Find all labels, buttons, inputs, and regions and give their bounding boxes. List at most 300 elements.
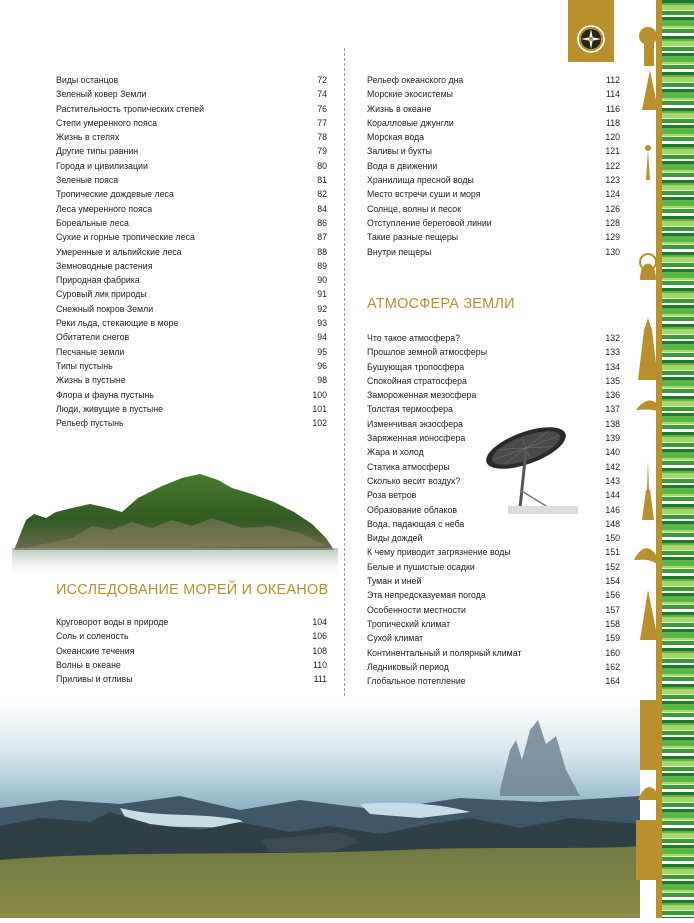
stripe xyxy=(662,221,694,226)
toc-entry-page: 152 xyxy=(605,561,620,572)
toc-entry-title: Что такое атмосфера? xyxy=(367,333,461,343)
stripe xyxy=(662,504,694,507)
stripe xyxy=(662,740,694,746)
stripe xyxy=(662,134,694,136)
toc-entry-title: Виды дождей xyxy=(367,533,423,544)
stripe xyxy=(662,465,694,468)
stripe xyxy=(662,89,694,92)
toc-entry-page: 87 xyxy=(317,232,327,243)
stripe xyxy=(662,730,694,731)
toc-entry-title: Заряженная ионосфера xyxy=(367,433,466,444)
toc-entry-page: 74 xyxy=(317,89,327,100)
stripe xyxy=(662,622,694,623)
toc-entry-page: 93 xyxy=(317,318,327,329)
toc-entry-title: Круговорот воды в природе xyxy=(56,617,169,627)
stripe xyxy=(662,712,694,713)
stripe xyxy=(662,183,694,185)
stripe xyxy=(662,915,694,917)
toc-entry-page: 110 xyxy=(312,659,327,670)
stripe xyxy=(662,316,694,317)
stripe xyxy=(662,905,694,910)
stripe xyxy=(662,252,694,255)
stripe xyxy=(662,195,694,197)
stripe xyxy=(662,26,694,28)
stripe xyxy=(662,226,694,227)
toc-entry-title: Приливы и отливы xyxy=(56,674,133,685)
stripe xyxy=(662,803,694,807)
stripe xyxy=(662,389,694,393)
stripe xyxy=(662,393,694,396)
stripe xyxy=(662,278,694,280)
stripe xyxy=(662,483,694,485)
section-title-atmosphere: АТМОСФЕРА ЗЕМЛИ xyxy=(367,296,515,312)
stripe xyxy=(662,839,694,843)
stripe xyxy=(662,39,694,41)
stripe xyxy=(662,298,694,299)
toc-entry-page: 144 xyxy=(605,490,620,501)
stripe xyxy=(662,710,694,712)
toc-entry-page: 86 xyxy=(317,217,327,228)
stripe xyxy=(662,28,694,29)
stripe xyxy=(662,756,694,759)
toc-entry xyxy=(56,102,327,116)
stripe xyxy=(662,638,694,640)
toc-entry-title: Тропический климат xyxy=(367,618,451,629)
toc-entry-page: 114 xyxy=(605,89,620,100)
stripe xyxy=(662,792,694,795)
stripe xyxy=(662,62,694,64)
toc-entry-page: 129 xyxy=(605,232,620,243)
stripe xyxy=(662,15,694,17)
island-image xyxy=(12,468,338,578)
stripe xyxy=(662,802,694,803)
stripe xyxy=(662,890,694,892)
section-title-oceans: ИССЛЕДОВАНИЕ МОРЕЙ И ОКЕАНОВ xyxy=(56,582,329,598)
stripe xyxy=(662,623,694,627)
toc-entry xyxy=(367,588,620,602)
stripe xyxy=(662,100,694,101)
stripe xyxy=(662,82,694,83)
toc-entry-title: Бушующая тропосфера xyxy=(367,361,465,372)
toc-entry-title: Отступление береговой линии xyxy=(367,217,492,228)
toc-entry-page: 82 xyxy=(317,189,327,200)
stripe xyxy=(662,51,694,53)
toc-entry-title: Солнце, волны и песок xyxy=(367,203,462,214)
toc-entry xyxy=(56,144,327,158)
toc-entry-page: 135 xyxy=(605,375,620,386)
stripe xyxy=(662,20,694,26)
stripe xyxy=(662,496,694,497)
toc-entry xyxy=(367,202,620,216)
stripe xyxy=(662,761,694,766)
stripe xyxy=(662,874,694,875)
stripe xyxy=(662,190,694,191)
stripe xyxy=(662,749,694,753)
toc-entry-title: Природная фабрика xyxy=(56,275,140,286)
toc-entry-title: Города и цивилизации xyxy=(56,160,148,171)
decorative-green-stripes xyxy=(662,0,694,918)
toc-entry xyxy=(56,388,327,402)
stripe xyxy=(662,687,694,689)
toc-entry xyxy=(56,259,327,273)
toc-entry-title: Умеренные и альпийские леса xyxy=(56,246,182,257)
stripe xyxy=(662,413,694,416)
toc-entry-page: 76 xyxy=(317,103,327,114)
stripe xyxy=(662,629,694,632)
stripe xyxy=(662,173,694,177)
stripe xyxy=(662,532,694,533)
stripe xyxy=(662,581,694,586)
toc-entry-title: Тропические дождевые леса xyxy=(56,189,174,200)
toc-entry-page: 132 xyxy=(605,333,620,343)
stripe xyxy=(662,350,694,352)
toc-entry xyxy=(56,73,327,87)
toc-entry-title: Флора и фауна пустынь xyxy=(56,389,154,400)
toc-entry xyxy=(367,187,620,201)
stripe xyxy=(662,200,694,206)
stripe xyxy=(662,377,694,380)
stripe xyxy=(662,795,694,797)
stripe xyxy=(662,485,694,488)
toc-list-left xyxy=(56,73,327,430)
stripe xyxy=(662,856,694,857)
stripe xyxy=(662,335,694,339)
stripe xyxy=(662,773,694,776)
stripe xyxy=(662,396,694,399)
stripe xyxy=(662,92,694,98)
stripe xyxy=(662,329,694,334)
toc-entry-title: Реки льда, стекающие в море xyxy=(56,318,179,329)
ruins-landscape-image xyxy=(0,700,640,918)
toc-entry xyxy=(56,615,327,629)
toc-entry xyxy=(367,331,620,345)
stripe xyxy=(662,363,694,365)
toc-entry-title: Волны в океане xyxy=(56,659,121,670)
toc-entry-page: 88 xyxy=(317,246,327,257)
toc-entry-title: Толстая термосфера xyxy=(367,404,453,415)
stripe xyxy=(662,380,694,386)
stripe xyxy=(662,555,694,557)
stripe xyxy=(662,717,694,720)
stripe xyxy=(662,864,694,867)
toc-entry xyxy=(56,302,327,316)
stripe xyxy=(662,497,694,501)
stripe xyxy=(662,305,694,308)
toc-entry-page: 151 xyxy=(605,547,620,558)
stripe xyxy=(662,242,694,244)
stripe xyxy=(662,658,694,659)
toc-entry-page: 84 xyxy=(317,203,327,214)
stripe xyxy=(662,543,694,545)
toc-entry-page: 95 xyxy=(317,346,327,357)
toc-entry-title: Континентальный и полярный климат xyxy=(367,647,522,658)
stripe xyxy=(662,437,694,442)
toc-entry xyxy=(56,187,327,201)
stripe xyxy=(662,208,694,209)
stripe xyxy=(662,699,694,701)
stripe xyxy=(662,399,694,401)
toc-entry-page: 140 xyxy=(605,447,620,458)
stripe xyxy=(662,884,694,890)
stripe xyxy=(662,339,694,341)
stripe xyxy=(662,460,694,461)
stripe xyxy=(662,854,694,856)
toc-entry xyxy=(56,216,327,230)
toc-entry-page: 118 xyxy=(605,117,620,128)
stripe xyxy=(662,317,694,321)
stripe xyxy=(662,821,694,825)
stripe xyxy=(662,471,694,473)
toc-entry xyxy=(367,388,620,402)
stripe xyxy=(662,64,694,65)
column-divider xyxy=(344,48,345,696)
stripe xyxy=(662,521,694,524)
stripe xyxy=(662,149,694,154)
stripe xyxy=(662,98,694,100)
toc-entry-page: 72 xyxy=(317,75,327,85)
stripe xyxy=(662,401,694,406)
stripe xyxy=(662,5,694,10)
toc-entry xyxy=(367,173,620,187)
stripe xyxy=(662,576,694,579)
stripe xyxy=(662,911,694,915)
toc-entry-page: 108 xyxy=(312,645,327,656)
stripe xyxy=(662,458,694,460)
toc-list-oceans xyxy=(56,615,327,686)
toc-entry-page: 78 xyxy=(317,132,327,143)
stripe xyxy=(662,180,694,183)
stripe xyxy=(662,676,694,677)
stripe xyxy=(662,867,694,869)
stripe xyxy=(662,540,694,543)
stripe xyxy=(662,375,694,377)
stripe xyxy=(662,429,694,432)
toc-entry xyxy=(367,560,620,574)
toc-entry-page: 90 xyxy=(317,275,327,286)
toc-entry-title: Растительность тропических степей xyxy=(56,103,205,114)
stripe xyxy=(662,557,694,560)
stripe xyxy=(662,789,694,792)
stripe xyxy=(662,784,694,785)
toc-entry-page: 77 xyxy=(317,117,327,128)
stripe xyxy=(662,569,694,573)
stripe xyxy=(662,424,694,425)
toc-entry-title: Обитатели снегов xyxy=(56,332,130,343)
stripe xyxy=(662,632,694,638)
toc-entry-page: 162 xyxy=(605,661,620,672)
stripe xyxy=(662,501,694,504)
stripe xyxy=(662,537,694,540)
stripe xyxy=(662,684,694,687)
stripe xyxy=(662,119,694,123)
stripe xyxy=(662,65,694,69)
stripe xyxy=(662,785,694,789)
toc-entry xyxy=(367,144,620,158)
stripe xyxy=(662,910,694,911)
stripe xyxy=(662,845,694,848)
toc-entry xyxy=(367,216,620,230)
stripe xyxy=(662,352,694,353)
toc-entry-title: Прошлое земной атмосферы xyxy=(367,347,488,358)
toc-entry-page: 134 xyxy=(605,361,620,372)
toc-entry xyxy=(56,373,327,387)
stripe xyxy=(662,257,694,262)
stripe xyxy=(662,303,694,305)
stripe xyxy=(662,105,694,108)
stripe xyxy=(662,170,694,172)
toc-entry-title: Глобальное потепление xyxy=(367,676,466,687)
toc-entry-title: Образование облаков xyxy=(367,504,458,515)
stripe xyxy=(662,0,694,3)
stripe xyxy=(662,593,694,596)
stripe xyxy=(662,566,694,568)
stripe xyxy=(662,533,694,537)
toc-entry-page: 133 xyxy=(605,347,620,358)
stripe xyxy=(662,406,694,407)
toc-entry-title: Рельеф океанского дна xyxy=(367,75,464,85)
stripe xyxy=(662,245,694,249)
stripe xyxy=(662,185,694,190)
toc-entry-title: Внутри пещеры xyxy=(367,246,432,257)
toc-entry-title: Жара и холод xyxy=(367,447,424,458)
stripe xyxy=(662,605,694,609)
toc-entry-page: 137 xyxy=(605,404,620,415)
stripe xyxy=(662,46,694,47)
stripe xyxy=(662,689,694,694)
toc-entry xyxy=(367,73,620,87)
stripe xyxy=(662,748,694,749)
stripe xyxy=(662,442,694,443)
stripe xyxy=(662,77,694,82)
toc-entry-title: Туман и иней xyxy=(367,576,422,587)
stripe xyxy=(662,125,694,128)
toc-entry-page: 126 xyxy=(605,203,620,214)
stripe xyxy=(662,659,694,663)
stripe xyxy=(662,449,694,452)
stripe xyxy=(662,353,694,357)
stripe xyxy=(662,797,694,802)
stripe xyxy=(662,233,694,236)
toc-entry xyxy=(367,374,620,388)
stripe xyxy=(662,753,694,756)
stripe xyxy=(662,479,694,483)
stripe xyxy=(662,651,694,653)
toc-entry xyxy=(56,672,327,686)
stripe xyxy=(662,432,694,435)
toc-entry xyxy=(56,316,327,330)
stripe xyxy=(662,723,694,725)
toc-entry xyxy=(367,631,620,645)
toc-entry-page: 156 xyxy=(605,590,620,601)
stripe xyxy=(662,875,694,879)
stripe xyxy=(662,147,694,149)
stripe xyxy=(662,56,694,62)
stripe xyxy=(662,524,694,530)
toc-entry-page: 157 xyxy=(605,604,620,615)
stripe xyxy=(662,731,694,735)
stripe xyxy=(662,69,694,72)
toc-entry xyxy=(367,102,620,116)
toc-entry-page: 148 xyxy=(605,518,620,529)
toc-entry-page: 102 xyxy=(312,418,327,429)
stripe xyxy=(662,113,694,118)
stripe xyxy=(662,299,694,303)
stripe xyxy=(662,550,694,551)
stripe xyxy=(662,231,694,233)
stripe xyxy=(662,236,694,242)
stripe xyxy=(662,627,694,629)
toc-entry-page: 136 xyxy=(605,390,620,401)
stripe xyxy=(662,869,694,874)
stripe xyxy=(662,838,694,839)
toc-entry-title: Белые и пушистые осадки xyxy=(367,561,475,572)
stripe xyxy=(662,262,694,263)
stripe xyxy=(662,596,694,602)
stripe xyxy=(662,612,694,615)
stripe xyxy=(662,759,694,761)
stripe xyxy=(662,831,694,833)
stripe xyxy=(662,308,694,314)
stripe xyxy=(662,641,694,645)
toc-entry-title: Вода, падающая с неба xyxy=(367,518,465,529)
toc-entry-page: 160 xyxy=(605,647,620,658)
stripe xyxy=(662,386,694,388)
stripe xyxy=(662,591,694,593)
toc-entry xyxy=(56,159,327,173)
stripe xyxy=(662,551,694,555)
stripe xyxy=(662,435,694,437)
toc-entry xyxy=(56,202,327,216)
stripe xyxy=(662,615,694,617)
toc-entry xyxy=(367,87,620,101)
stripe xyxy=(662,327,694,329)
toc-entry-title: Типы пустынь xyxy=(56,360,113,371)
toc-entry-title: Бореальные леса xyxy=(56,217,129,228)
stripe xyxy=(662,665,694,668)
stripe xyxy=(662,108,694,111)
stripe xyxy=(662,128,694,134)
stripe xyxy=(662,818,694,820)
satellite-dish-image xyxy=(480,420,580,518)
toc-entry xyxy=(367,245,620,259)
stripe xyxy=(662,488,694,494)
toc-entry-title: Жизнь в пустыне xyxy=(56,375,126,386)
toc-entry-title: Эта непредсказуемая погода xyxy=(367,590,486,601)
stripe xyxy=(662,461,694,465)
stripe xyxy=(662,900,694,903)
stripe xyxy=(662,164,694,170)
toc-entry xyxy=(367,230,620,244)
toc-entry-title: Жизнь в океане xyxy=(367,103,432,114)
stripe xyxy=(662,825,694,828)
toc-entry-title: Роза ветров xyxy=(367,490,417,501)
stripe xyxy=(662,72,694,75)
toc-entry-page: 98 xyxy=(317,375,327,386)
stripe xyxy=(662,334,694,335)
toc-entry xyxy=(56,658,327,672)
toc-entry xyxy=(56,273,327,287)
stripe xyxy=(662,159,694,161)
stripe xyxy=(662,668,694,674)
stripe xyxy=(662,17,694,20)
toc-entry-page: 79 xyxy=(317,146,327,157)
stripe xyxy=(662,617,694,622)
stripe xyxy=(662,269,694,272)
stripe xyxy=(662,137,694,141)
stripe xyxy=(662,293,694,298)
toc-entry-title: Изменчивая экзосфера xyxy=(367,418,463,429)
stripe xyxy=(662,892,694,893)
